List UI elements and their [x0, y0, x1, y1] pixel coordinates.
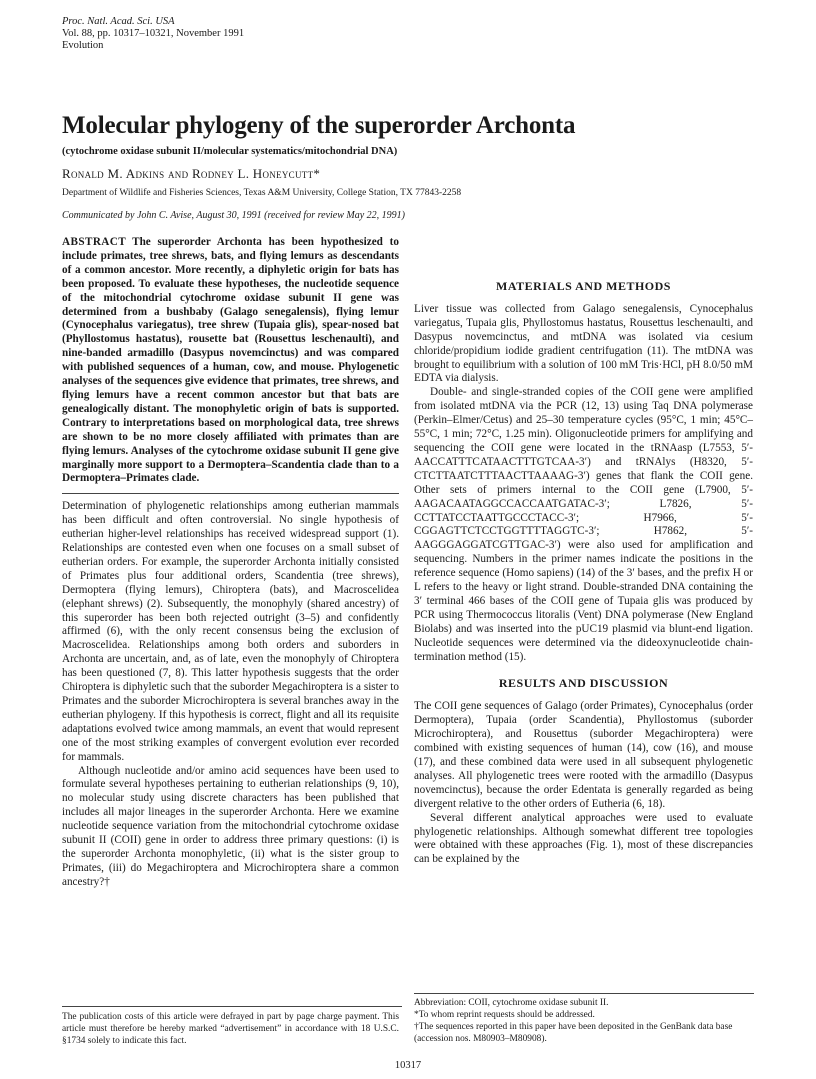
intro-paragraph-1: Determination of phylogenetic relationships among eutherian mammals has been difficult and often controversial. No single hypothesis of eutherian higher-level relationships has received widespread support (1). Relationships are contested even when one focuses on a small subset of eutherian orders. For example, the superorder Archonta initially consisted of Primates plus four additional orders, Scandentia (tree shrews), Dermoptera (flying lemurs), Chiroptera (bats), and Macroscelidea (elephant shrews) (2). Subsequently, the monophyly (shared ancestry) of this superorder has been both rejected outright (3–5) and confidently affirmed (6), with the only recent consensus being the exclusion of Macroscelidea. Relationships among both orders and suborders in Archonta are uncertain, and, as of late, even the monophyly of Chiroptera has been questioned (7, 8). This latter hypothesis suggests that the order Chiroptera is diphyletic such that the suborder Megachiroptera is a sister to Primates and the suborder Microchiroptera is several branches away in the eutherian phylogeny. If this hypothesis is correct, flight and all its requisite adaptations evolved twice among mammals, an event that would represent one of the most striking examples of convergent evolution ever recorded for mammals.: [62, 500, 399, 763]
methods-paragraph-1: Liver tissue was collected from Galago senegalensis, Cynocephalus variegatus, Tupaia glis, Phyllostomus hastatus, Rousettus leschenaulti, and Dasypus novemcinctus, and mtDNA was isolated via cesium chloride/propidium iodide gradient centrifugation (11). The mtDNA was brought to equilibrium with a solution of 100 mM Tris·HCl, pH 8.0/50 mM EDTA via dialysis.: [414, 302, 753, 385]
abstract-text: The superorder Archonta has been hypothesized to include primates, tree shrews, bats, and flying lemurs as descendants of a common ancestor. More recently, a diphyletic origin for bats has been proposed. To evaluate these hypotheses, the nucleotide sequence of the mitochondrial cytochrome oxidase subunit II gene was determined from a bushbaby (Galago senegalensis), flying lemur (Cynocephalus variegatus), tree shrew (Tupaia glis), spear-nosed bat (Phyllostomus hastatus), rousette bat (Rousettus leschenaulti), and nine-banded armadillo (Dasypus novemcinctus) and was compared with published sequences of a human, cow, and mouse. Phylogenetic analyses of the sequences give evidence that primates, tree shrews, and flying lemurs have a recent common ancestor but that bats are genealogically distant. The monophyletic origin of bats is supported. Contrary to interpretations based on morphological data, tree shrews are shown to be no more closely affiliated with primates than are flying lemurs. Analyses of the cytochrome oxidase subunit II gene give marginally more support to a Dermoptera–Scandentia clade than to a Dermoptera–Primates clade.: [62, 236, 399, 485]
article-title: Molecular phylogeny of the superorder Archonta: [62, 112, 576, 139]
communicated-by: Communicated by John C. Avise, August 30, 1991 (received for review May 22, 1991): [62, 210, 405, 221]
results-heading: RESULTS AND DISCUSSION: [498, 676, 669, 691]
section-label: Evolution: [62, 40, 104, 51]
results-paragraph-1: The COII gene sequences of Galago (order Primates), Cynocephalus (order Dermoptera), Tupaia (order Scandentia), Phyllostomus (suborder Microchiroptera), and Rousettus (suborder Megachiroptera) were combined with existing sequences of human (14), cow (16), and mouse (17), and these combined data were used in all subsequent phylogenetic analyses. All phylogenetic trees were rooted with the armadillo (Dasypus novemcinctus), because the order Edentata is generally regarded as being divergent relative to the other orders of Eutheria (6, 18).: [414, 700, 753, 810]
footnote-divider: [62, 1006, 402, 1007]
article-footnotes: [414, 993, 753, 1045]
page-number: 10317: [394, 1060, 422, 1071]
article-authors: Ronald M. Adkins and Rodney L. Honeycutt*: [62, 166, 321, 181]
article-keywords: (cytochrome oxidase subunit II/molecular systematics/mitochondrial DNA): [62, 146, 398, 157]
volume-line: Vol. 88, pp. 10317–10321, November 1991: [62, 28, 245, 39]
left-column: [62, 236, 399, 890]
journal-header: [62, 16, 244, 52]
abbreviation-note: Abbreviation: COII, cytochrome oxidase subunit II.: [414, 998, 609, 1008]
genbank-note: †The sequences reported in this paper have been deposited in the GenBank data base (accession nos. M80903–M80908).: [414, 1022, 733, 1044]
methods-paragraph-2: Double- and single-stranded copies of the COII gene were amplified from isolated mtDNA via the PCR (12, 13) using Taq DNA polymerase (Perkin–Elmer/Cetus) and 25–30 temperature cycles (95°C, 1 min; 45°C–55°C, 1 min; 72°C, 1.25 min). Oligonucleotide primers for amplifying and sequencing the COII gene were located in the tRNAasp (L7553, 5′-AACCATTTCATAACTTTGTCAA-3′) and tRNAlys (H8320, 5′-CTCTTAATCTTTAACTTAAAAG-3′) genes that flank the COII gene. Other sets of primers internal to the COII gene (L7900, 5′-AAGACAATAGGCCACCAATGATAC-3′; L7826, 5′-CCTTATCCTAATTGCCCTACC-3′; H7966, 5′-CGGAGTTCTCCTGGTTTTAGGTC-3′; H7862, 5′-AAGGGAGGATCGTTGAC-3′) were also used for amplification and sequencing. Numbers in the primer names indicate the positions in the reference sequence (Homo sapiens) (14) of the 3′ bases, and the prefix H or L refers to the heavy or light strand. Double-stranded DNA containing the 3′ terminal 466 bases of the COII gene of Tupaia glis was produced by PCR using Thermococcus litoralis (Vent) DNA polymerase (New England Biolabs) and was inserted into the pUC19 plasmid via blunt-end ligation. Nucleotide sequences were determined via the dideoxynucleotide chain-termination method (15).: [414, 386, 753, 663]
footnote-divider-right: [414, 993, 754, 994]
abstract-divider: [62, 493, 399, 494]
abstract: [62, 236, 399, 486]
publication-cost-footnote: [62, 1006, 399, 1047]
publication-cost-text: The publication costs of this article were defrayed in part by page charge payment. This article must therefore be hereby marked “advertisement” in accordance with 18 U.S.C. §1734 solely to indicate this fact.: [62, 1012, 399, 1046]
methods-heading: MATERIALS AND METHODS: [496, 279, 671, 293]
journal-name: Proc. Natl. Acad. Sci. USA: [62, 16, 175, 27]
abstract-label: ABSTRACT: [62, 236, 127, 248]
author-affiliation: Department of Wildlife and Fisheries Sciences, Texas A&M University, College Station, TX 77843-2258: [62, 188, 462, 198]
results-paragraph-2: Several different analytical approaches were used to evaluate phylogenetic relationships. Although somewhat different tree topologies were obtained with these approaches (Fig. 1), most of these discrepancies can be explained by the: [414, 811, 753, 866]
right-column: [414, 236, 753, 867]
intro-paragraph-2: Although nucleotide and/or amino acid sequences have been used to formulate several hypotheses pertaining to eutherian relationships (9, 10), no molecular study using discrete characters has been published that includes all major lineages in the superorder Archonta. Here we examine nucleotide sequence variation from the mitochondrial cytochrome oxidase subunit II (COII) gene in order to address three primary questions: (i) is the superorder Archonta monophyletic, (ii) what is the sister group to Primates, (iii) do Megachiroptera and Microchiroptera share a common ancestry?†: [62, 764, 399, 888]
reprint-note: *To whom reprint requests should be addressed.: [414, 1010, 595, 1020]
